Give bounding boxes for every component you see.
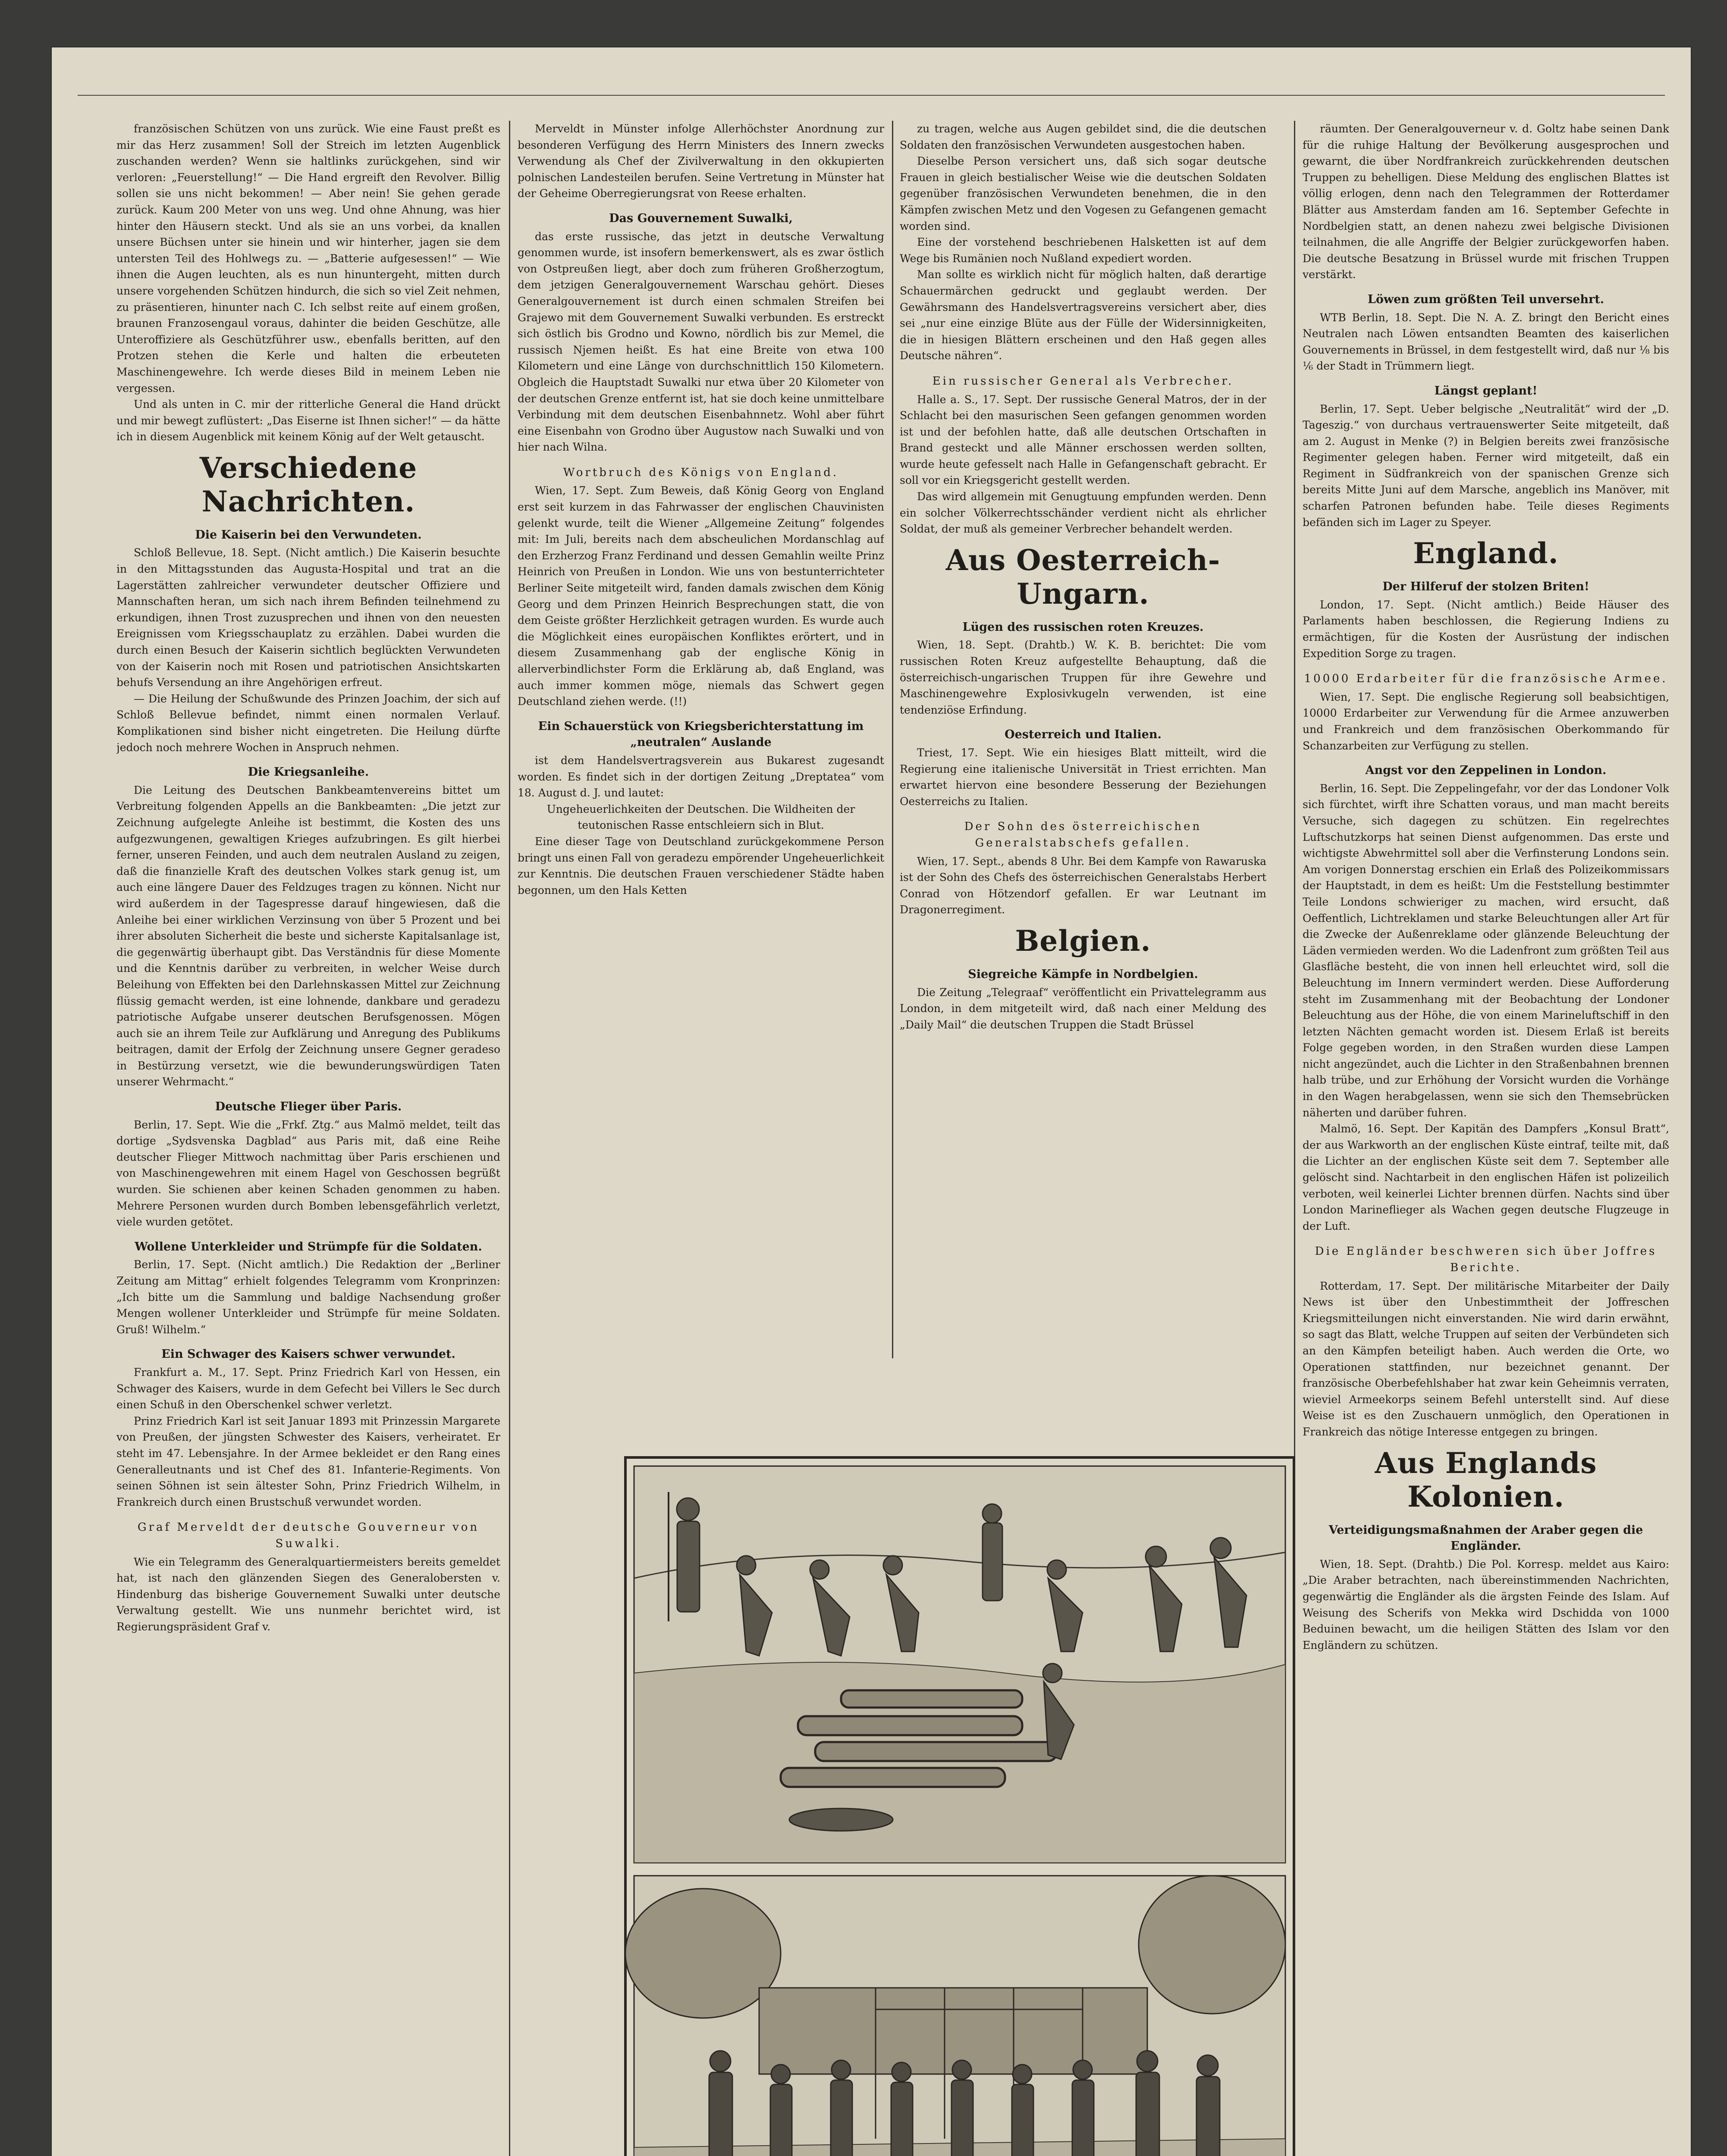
article-paragraph: Merveldt in Münster infolge Allerhöchster Anordnung zur besonderen Verfügung des Herrn Ministers des Innern zwecks Verwendung als Chef der Zivilverwaltung in den okkupierten polnischen Landesteilen berufen. Seine Vertretung in Münster hat der Geheime Oberregierungsrat von Reese erhalten.: [518, 122, 884, 200]
article-paragraph: Die Zeitung „Telegraaf“ veröffentlicht ein Privattelegramm aus London, in dem mitgeteilt wird, daß nach einer Meldung des „Daily Mail“ die deutschen Truppen die Stadt Brüssel: [900, 986, 1266, 1031]
article-title: Der Sohn des österreichischen Generalstabschefs gefallen.: [964, 820, 1202, 849]
article-title: Die Kaiserin bei den Verwundeten.: [195, 528, 422, 542]
article-title: Längst geplant!: [1434, 384, 1538, 398]
column-1: [116, 121, 500, 2156]
article-title: Graf Merveldt der deutsche Gouverneur von Suwalki.: [137, 1521, 480, 1550]
article-title: Ein Schwager des Kaisers schwer verwundet.: [161, 1348, 455, 1361]
article-paragraph: Wien, 18. Sept. (Drahtb.) W. K. B. berichtet: Die vom russischen Roten Kreuz aufgestellte Behauptung, daß die österreichisch-ungarischen Truppen für ihre Gewehre und Maschinengewehre Explosivkugeln verwenden, ist eine tendenziöse Erfindung.: [900, 639, 1266, 716]
article-paragraph: Berlin, 17. Sept. (Nicht amtlich.) Die Redaktion der „Berliner Zeitung am Mittag“ erhielt folgendes Telegramm vom Kronprinzen: „Ich bitte um die Sammlung und baldige Nachsendung großer Mengen wollener Unterkleider und Strümpfe für meine Soldaten. Gruß! Wilhelm.“: [116, 1258, 500, 1336]
article-paragraph: Wien, 17. Sept. Zum Beweis, daß König Georg von England erst seit kurzem in das Fahrwasser der englischen Chauvinisten gelenkt wurde, teilt die Wiener „Allgemeine Zeitung“ folgendes mit: Im Juli, bereits nach dem abscheulichen Mordanschlag auf den Erzherzog Franz Ferdinand und dessen Gemahlin weilte Prinz Heinrich von Preußen in London. Wie uns von bestunterrichteter Berliner Seite mitgeteilt wird, fanden damals zwischen dem König Georg und dem Prinzen Heinrich Besprechungen statt, die von dem Geiste größter Herzlichkeit getragen wurden. Es wurde auch die Möglichkeit eines europäischen Konfliktes erörtert, und in diesem Zusammenhang gab der englische König in allerverbindlichster Form die Erklärung ab, daß England, was auch immer kommen möge, niemals das Schwert gegen Deutschland ziehen werde. (!!): [518, 484, 884, 708]
article-title: Siegreiche Kämpfe in Nordbelgien.: [968, 967, 1198, 981]
article-paragraph: Eine der vorstehend beschriebenen Halsketten ist auf dem Wege bis Rumänien noch Nußland expediert worden.: [900, 236, 1266, 265]
article-paragraph: Dieselbe Person versichert uns, daß sich sogar deutsche Frauen in gleich bestialischer Weise wie die deutschen Soldaten gegenüber französischen Verwundeten benehmen, die in den Kämpfen zwischen Metz und den Vogesen zu Gefangenen gemacht worden sind.: [900, 155, 1266, 232]
newspaper-page: [52, 47, 1691, 2156]
column-3: [900, 121, 1266, 1358]
article-title: Deutsche Flieger über Paris.: [215, 1100, 402, 1114]
article-paragraph: zu tragen, welche aus Augen gebildet sind, die die deutschen Soldaten den französischen Verwundeten ausgestochen haben.: [900, 122, 1266, 151]
article-paragraph: Berlin, 16. Sept. Die Zeppelingefahr, vor der das Londoner Volk sich fürchtet, wirft ihre Schatten voraus, und man macht bereits Versuche, sich dagegen zu schützen. Ein regelrechtes Luftschutzkorps hat seinen Dienst aufgenommen. Das erste und wichtigste Abwehrmittel soll aber die Verfinsterung Londons sein. Am vorigen Donnerstag erschien ein Erlaß des Polizeikommissars der Hauptstadt, in dem es heißt: Um die Feststellung bestimmter Teile Londons schwieriger zu machen, wird ersucht, daß Oeffentlich, Lichtreklamen und starke Beleuchtungen aller Art für die Zwecke der Außenreklame oder glänzende Beleuchtung der Läden vermieden werden. Wo die Ladenfront zum größten Teil aus Glasfläche besteht, die von innen hell erleuchtet wird, soll die Beleuchtung im Innern vermindert werden. Diese Aufforderung steht im Zusammenhang mit der Beobachtung der Londoner Beleuchtung aus der Höhe, die von einem Marineluftschiff in den letzten Nächten gemacht worden ist. Diesem Erlaß ist bereits Folge gegeben worden, in den Straßen wurden diese Lampen nicht angezündet, auch die Lichter in den Straßenbahnen brennen halb trübe, und zur Erhöhung der Vorsicht wurden die Vorhänge in den Wagen herabgelassen, wenn sie sich den Themsebrücken näherten und darüber fuhren.: [1303, 782, 1669, 1119]
article-paragraph: London, 17. Sept. (Nicht amtlich.) Beide Häuser des Parlaments haben beschlossen, die Regierung Indiens zu ermächtigen, für die Kosten der Ausrüstung der indischen Expedition Sorge zu tragen.: [1303, 598, 1669, 660]
article-title: 10000 Erdarbeiter für die französische Armee.: [1304, 672, 1668, 686]
article-paragraph: Wie ein Telegramm des Generalquartiermeisters bereits gemeldet hat, ist nach den glänzenden Siegen des Generalobersten v. Hindenburg das bisherige Gouvernement Suwalki unter deutsche Verwaltung gestellt. Wie uns nunmehr berichtet wird, ist Regierungspräsident Graf v.: [116, 1555, 500, 1633]
quoted-headline: Ungeheuerlichkeiten der Deutschen. Die Wildheiten der teutonischen Rasse entschleiern sich in Blut.: [546, 802, 855, 832]
article-paragraph: Halle a. S., 17. Sept. Der russische General Matros, der in der Schlacht bei den masurischen Seen gefangen genommen worden ist und der befohlen hatte, daß alle deutschen Ortschaften in Brand gesteckt und alle Männer erschossen werden sollten, wurde heute gefesselt nach Halle in Gefangenschaft gebracht. Er soll vor ein Kriegsgericht gestellt werden.: [900, 393, 1266, 487]
article-title: Ein Schauerstück von Kriegsberichterstattung im „neutralen“ Auslande: [538, 719, 864, 749]
column-2: [518, 121, 884, 1358]
article-title: Die Kriegsanleihe.: [248, 765, 369, 779]
article-paragraph: Wien, 17. Sept., abends 8 Uhr. Bei dem Kampfe von Rawaruska ist der Sohn des Chefs des österreichischen Generalstabs Herbert Conrad von Hötzendorf gefallen. Er war Leutnant im Dragonerregiment.: [900, 855, 1266, 916]
article-title: Angst vor den Zeppelinen in London.: [1365, 764, 1607, 777]
article-paragraph: Berlin, 17. Sept. Ueber belgische „Neutralität“ wird der „D. Tageszig.“ von durchaus vertrauenswerter Seite mitgeteilt, daß am 2. August in Menke (?) in Belgien bereits zwei französische Regimenter gelegen haben. Ferner wird mitgeteilt, daß ein Regiment in Südfrankreich von der spanischen Grenze sich bereits Mitte Juni auf dem Marsche, angeblich ins Manöver, mit scharfen Patronen befunden habe. Teile dieses Regiments befänden sich im Lager zu Speyer.: [1303, 402, 1669, 529]
illustration: [617, 1449, 1303, 2156]
article-paragraph: Berlin, 17. Sept. Wie die „Frkf. Ztg.“ aus Malmö meldet, teilt das dortige „Sydsvenska Dagblad“ aus Paris mit, daß eine Reihe deutscher Flieger Mittwoch nachmittag über Paris erschienen und von Maschinengewehren mit einem Hagel von Geschossen begrüßt wurden. Sie schienen aber keinen Schaden genommen zu haben. Mehrere Personen wurden durch Bomben lebensgefährlich verletzt, viele wurden getötet.: [116, 1118, 500, 1228]
article-paragraph: WTB Berlin, 18. Sept. Die N. A. Z. bringt den Bericht eines Neutralen nach Löwen entsandten Beamten des kaiserlichen Gouvernements in Brüssel, in dem festgestellt wird, daß nur ⅛ bis ⅙ der Stadt in Trümmern liegt.: [1303, 311, 1669, 373]
article-title: Die Engländer beschweren sich über Joffres Berichte.: [1315, 1245, 1657, 1274]
article-paragraph: Prinz Friedrich Karl ist seit Januar 1893 mit Prinzessin Margarete von Preußen, der jüngsten Schwester des Kaisers, verheiratet. Er steht im 47. Lebensjahre. In der Armee bekleidet er den Rang eines Generalleutnants und ist Chef des 81. Infanterie-Regiments. Von seinen Söhnen ist sein ältester Sohn, Prinz Friedrich Wilhelm, in Frankreich durch einen Brustschuß verwundet worden.: [116, 1414, 500, 1508]
section-headline: Aus Oesterreich-Ungarn.: [945, 543, 1221, 611]
article-paragraph: — Die Heilung der Schußwunde des Prinzen Joachim, der sich auf Schloß Bellevue befindet, nimmt einen normalen Verlauf. Komplikationen sind bisher nicht eingetreten. Die Heilung dürfte jedoch noch mehrere Wochen in Anspruch nehmen.: [116, 692, 500, 754]
article-paragraph: Malmö, 16. Sept. Der Kapitän des Dampfers „Konsul Bratt“, der aus Warkworth an der englischen Küste eintraf, teilte mit, daß die Lichter an der englischen Küste seit dem 7. September alle gelöscht sind. Nachtarbeit in den englischen Häfen ist polizeilich verboten, weil keinerlei Lichter brennen dürfen. Nachts sind über London Marineflieger als Wachen gegen deutsche Flugzeuge in der Luft.: [1303, 1122, 1669, 1232]
article-title: Lügen des russischen roten Kreuzes.: [962, 620, 1204, 634]
article-paragraph: Wien, 18. Sept. (Drahtb.) Die Pol. Korresp. meldet aus Kairo: „Die Araber betrachten, nach übereinstimmenden Nachrichten, gegenwärtig die Engländer als die ärgsten Feinde des Islam. Auf Weisung des Scherifs von Mekka wird Dschidda von 1000 Beduinen bewacht, um die heiligen Stätten des Islam vor den Engländern zu schützen.: [1303, 1557, 1669, 1651]
section-headline: England.: [1413, 536, 1559, 570]
article-paragraph: Rotterdam, 17. Sept. Der militärische Mitarbeiter der Daily News ist über den Unbestimmtheit der Joffreschen Kriegsmitteilungen nicht einverstanden. Nie wird darin erwähnt, so sagt das Blatt, welche Truppen auf seiten der Verbündeten sich an den Kämpfen beteiligt haben. Auch werden die Orte, wo Operationen stattfinden, nur bezeichnet genannt. Der französische Oberbefehlshaber hat zwar kein Geheimnis verraten, wieviel Armeekorps seinem Befehl unterstellt sind. Auf diese Weise ist es den Zuschauern unmöglich, den Operationen in Frankreich das nötige Interesse entgegen zu bringen.: [1303, 1279, 1669, 1438]
article-title: Verteidigungsmaßnahmen der Araber gegen die Engländer.: [1328, 1523, 1643, 1553]
article-title: Wollene Unterkleider und Strümpfe für die Soldaten.: [135, 1240, 482, 1253]
section-headline: Aus Englands Kolonien.: [1375, 1446, 1597, 1514]
section-headline: Belgien.: [1015, 924, 1151, 958]
section-headline: Verschiedene Nachrichten.: [199, 451, 418, 518]
article-paragraph: Triest, 17. Sept. Wie ein hiesiges Blatt mitteilt, wird die Regierung eine italienische Universität in Triest errichten. Man erwartet hiervon eine besondere Besserung der Beziehungen Oesterreichs zu Italien.: [900, 746, 1266, 808]
article-title: Löwen zum größten Teil unversehrt.: [1367, 292, 1605, 306]
article-paragraph: Man sollte es wirklich nicht für möglich halten, daß derartige Schauermärchen gedruckt und geglaubt werden. Der Gewährsmann des Handelsvertragsvereins versichert aber, dies sei „nur eine einzige Blüte aus der Fülle der Widersinnigkeiten, die in hiesigen Blättern erscheinen und den Haß gegen alles Deutsche nähren“.: [900, 268, 1266, 362]
article-paragraph: Frankfurt a. M., 17. Sept. Prinz Friedrich Karl von Hessen, ein Schwager des Kaisers, wurde in dem Gefecht bei Villers le Sec durch einen Schuß in den Oberschenkel schwer verletzt.: [116, 1366, 500, 1411]
article-paragraph: ist dem Handelsvertragsverein aus Bukarest zugesandt worden. Es findet sich in der dortigen Zeitung „Dreptatea“ vom 18. August d. J. und lautet:: [518, 754, 884, 799]
column-4: [1303, 121, 1669, 2156]
column-rule: [509, 121, 510, 2156]
article-title: Ein russischer General als Verbrecher.: [932, 374, 1234, 388]
article-paragraph: Wien, 17. Sept. Die englische Regierung soll beabsichtigen, 10000 Erdarbeiter zur Verwendung für die Armee anzuwerben und Frankreich und dem französischen Oberkommando für Schanzarbeiten zur Verfügung zu stellen.: [1303, 690, 1669, 752]
header-rule: [78, 95, 1665, 96]
article-title: Wortbruch des Königs von England.: [563, 466, 839, 479]
article-paragraph: Schloß Bellevue, 18. Sept. (Nicht amtlich.) Die Kaiserin besuchte in den Mittagsstunden das Augusta-Hospital und trat an die Lagerstätten zahlreicher verwundeter deutscher Offiziere und Mannschaften heran, um sich nach ihrem Befinden teilnehmend zu erkundigen, ihnen Trost zuzusprechen und ihnen von den neuesten Ereignissen vom Kriegsschauplatz zu erzählen. Dabei wurden die durch einen Besuch der Kaiserin sichtlich beglückten Verwundeten von der Kaiserin noch mit Rosen und patriotischen Ansichtskarten behufs Versendung an ihre Angehörigen erfreut.: [116, 546, 500, 689]
column-rule: [892, 121, 893, 1358]
article-title: Der Hilferuf der stolzen Briten!: [1382, 580, 1589, 594]
article-paragraph: das erste russische, das jetzt in deutsche Verwaltung genommen wurde, ist insofern bemerkenswert, als es zwar östlich von Ostpreußen liegt, aber doch zum früheren Großherzogtum, dem jetzigen Generalgouvernement Warschau gehört. Dieses Generalgouvernement ist durch einen schmalen Streifen bei Grajewo mit dem Gouvernement Suwalki verbunden. Es erstreckt sich östlich bis Grodno und Kowno, nördlich bis zur Memel, die russisch Njemen heißt. Es hat eine Breite von etwa 100 Kilometern und eine Länge von durchschnittlich 150 Kilometern. Obgleich die Hauptstadt Suwalki nur etwa über 20 Kilometer von der deutschen Grenze entfernt ist, hat sie doch keine unmittelbare Verbindung mit dem deutschen Eisenbahnnetz. Wohl aber führt eine Eisenbahn von Grodno über Augustow nach Suwalki und von hier nach Wilna.: [518, 230, 884, 454]
article-paragraph: räumten. Der Generalgouverneur v. d. Goltz habe seinen Dank für die ruhige Haltung der Bevölkerung ausgesprochen und gewarnt, die über Nordfrankreich zurückkehrenden deutschen Truppen zu behelligen. Diese Meldung des englischen Blattes ist völlig erlogen, denn nach den Telegrammen der Rotterdamer Blätter aus Amsterdam fanden am 16. September Gefechte in Nordbelgien statt, an denen nahezu zwei belgische Divisionen teilnahmen, die alle Angriffe der Belgier zurückgeworfen haben. Die deutsche Besatzung in Brüssel wurde mit frischen Truppen verstärkt.: [1303, 122, 1669, 281]
article-title: Oesterreich und Italien.: [1005, 728, 1162, 742]
illustration-drawing: [617, 1449, 1303, 2156]
article-paragraph: Das wird allgemein mit Genugtuung empfunden werden. Denn ein solcher Völkerrechtsschänder verdient nicht als ehrlicher Soldat, der muß als gemeiner Verbrecher behandelt werden.: [900, 490, 1266, 536]
article-paragraph: Die Leitung des Deutschen Bankbeamtenvereins bittet um Verbreitung folgenden Appells an die Bankbeamten: „Die jetzt zur Zeichnung aufgelegte Anleihe ist bestimmt, die Kosten des uns aufgezwungenen, gewaltigen Krieges aufzubringen. Es gilt hierbei ferner, unseren Feinden, und auch dem neutralen Ausland zu zeigen, daß die finanzielle Kraft des deutschen Volkes stark genug ist, um auch eine längere Dauer des Feldzuges tragen zu können. Nicht nur wird außerdem in der Tagespresse darauf hingewiesen, daß die Anleihe bei einer wirklichen Verzinsung von über 5 Prozent und bei ihrer absoluten Sicherheit die beste und sicherste Kapitalsanlage ist, die gegenwärtig überhaupt gibt. Das Verständnis für diese Momente und die Kenntnis darüber zu verbreiten, in welcher Weise durch Beleihung von Effekten bei den Darlehnskassen Mittel zur Zeichnung flüssig gemacht werden, ist eine lohnende, dankbare und geradezu patriotische Aufgabe unserer deutschen Berufsgenossen. Mögen auch sie an ihrem Teile zur Aufklärung und Anregung des Publikums beitragen, damit der Erfolg der Zeichnung unsere Gegner geradeso in Bestürzung versetzt, wie die bewunderungswürdigen Taten unserer Wehrmacht.“: [116, 783, 500, 1088]
article-title: Das Gouvernement Suwalki,: [609, 211, 793, 225]
article-paragraph: französischen Schützen von uns zurück. Wie eine Faust preßt es mir das Herz zusammen! Soll der Streich im letzten Augenblick zuschanden werden? Wenn sie haltlinks zurückgehen, sind wir verloren: „Feuerstellung!“ — Die Hand ergreift den Revolver. Billig sollen sie uns nicht bekommen! — Aber nein! Sie gehen gerade zurück. Kaum 200 Meter von uns weg. Und ohne Ahnung, was hier hinter den Häusern steckt. Und als sie an uns vorbei, da knallen unsere Büchsen unter sie hinein und wir hinterher, jagen sie dem untersten Teil des Hohlwegs zu. — „Batterie aufgesessen!“ — Wie ihnen die Augen leuchten, als es nun hinuntergeht, mitten durch unsere vorgehenden Schützen hindurch, die sich so viel Zeit nehmen, zu präsentieren, hinunter nach C. Ich selbst reite auf einem großen, braunen Franzosengaul voraus, dahinter die beiden Geschütze, alle Unteroffiziere als Geschützführer usw., ebenfalls beritten, auf den Protzen stehen die Kerle und halten die erbeuteten Maschinengewehre. Ich werde dieses Bild in meinem Leben nie vergessen.: [116, 122, 500, 395]
article-paragraph: Eine dieser Tage von Deutschland zurückgekommene Person bringt uns einen Fall von geradezu empörender Ungeheuerlichkeit zur Kenntnis. Die deutschen Frauen verschiedener Städte haben begonnen, um den Hals Ketten: [518, 835, 884, 896]
article-paragraph: Und als unten in C. mir der ritterliche General die Hand drückt und mir bewegt zuflüstert: „Das Eiserne ist Ihnen sicher!“ — da hätte ich in diesem Augenblick mit keinem König auf der Welt getauscht.: [116, 398, 500, 443]
